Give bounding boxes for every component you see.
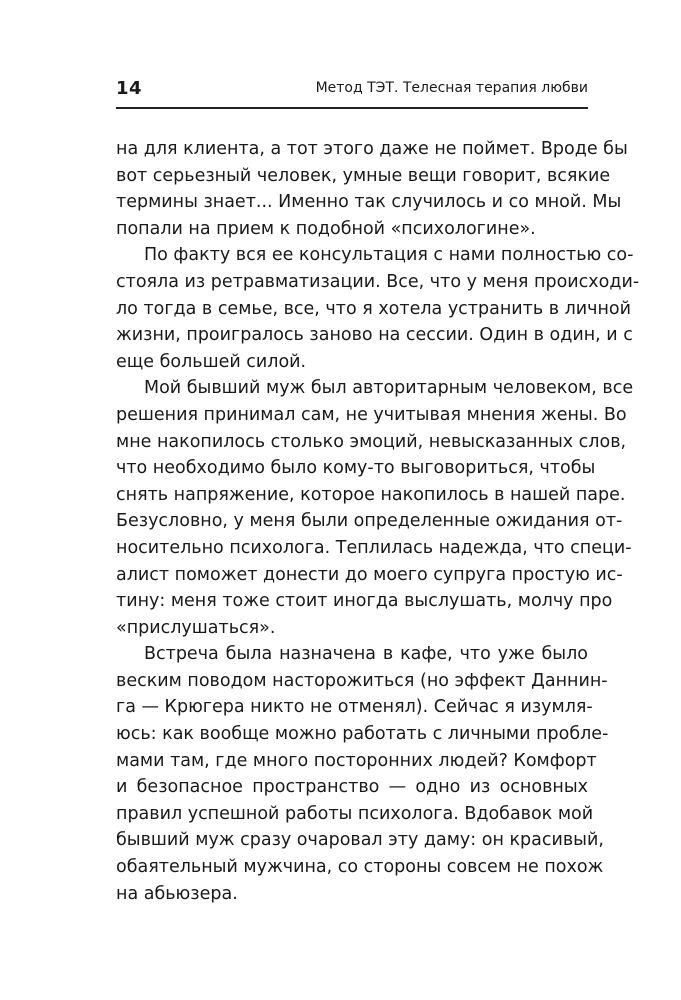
text-line: правил успешной работы психолога. Вдобавок мой — [116, 803, 594, 824]
text-line: обаятельный мужчина, со стороны совсем не похож — [116, 857, 604, 878]
text-line: Встреча была назначена в кафе, что уже было — [144, 644, 588, 665]
text-line: носительно психолога. Теплилась надежда, что специ- — [116, 537, 632, 558]
text-line: Мой бывший муж был авторитарным человеком, все — [144, 378, 634, 399]
page-number: 14 — [116, 78, 143, 99]
text-line: По факту вся ее консультация с нами полностью со- — [144, 245, 634, 266]
paragraph — [116, 375, 634, 641]
text-line: ло тогда в семье, все, что я хотела устранить в личной — [116, 298, 632, 319]
text-line: тину: меня тоже стоит иногда выслушать, молчу про — [116, 591, 613, 612]
text-line: снять напряжение, которое накопилось в нашей паре. — [116, 484, 626, 505]
text-line: Безусловно, у меня были определенные ожидания от- — [116, 511, 623, 532]
text-line: юсь: как вообще можно работать с личными пробле- — [116, 724, 609, 745]
header-divider — [116, 107, 588, 109]
paragraph — [116, 641, 609, 907]
text-line: термины знает... Именно так случилось и со мной. Мы — [116, 192, 622, 213]
body-text — [116, 136, 640, 907]
text-line: на абьюзера. — [116, 883, 238, 904]
text-line: попали на прием к подобной «психологине». — [116, 218, 536, 239]
page-header — [116, 78, 588, 104]
text-line: что необходимо было кому-то выговориться, чтобы — [116, 458, 596, 479]
text-line: стояла из ретравматизации. Все, что у меня происходи- — [116, 271, 640, 292]
text-line: га — Крюгера никто не отменял). Сейчас я изумля- — [116, 697, 593, 718]
text-line: «прислушаться». — [116, 617, 276, 638]
text-line: и безопасное пространство — одно из основных — [116, 777, 588, 798]
text-line: мне накопилось столько эмоций, невысказанных слов, — [116, 431, 627, 452]
text-line: еще большей силой. — [116, 351, 307, 372]
text-line: жизни, проигралось заново на сессии. Один в один, и с — [116, 325, 633, 346]
text-line: алист поможет донести до моего супруга простую ис- — [116, 564, 623, 585]
paragraph — [116, 136, 628, 242]
text-line: бывший муж сразу очаровал эту даму: он красивый, — [116, 830, 604, 851]
paragraph — [116, 242, 640, 375]
text-line: мами там, где много посторонних людей? Комфорт — [116, 750, 597, 771]
text-line: веским поводом насторожиться (но эффект Даннин- — [116, 670, 608, 691]
text-line: на для клиента, а тот этого даже не поймет. Вроде бы — [116, 139, 628, 159]
running-title: Метод ТЭТ. Телесная терапия любви — [315, 80, 588, 96]
text-line: решения принимал сам, не учитывая мнения жены. Во — [116, 404, 627, 425]
text-line: вот серьезный человек, умные вещи говорит, всякие — [116, 165, 611, 186]
